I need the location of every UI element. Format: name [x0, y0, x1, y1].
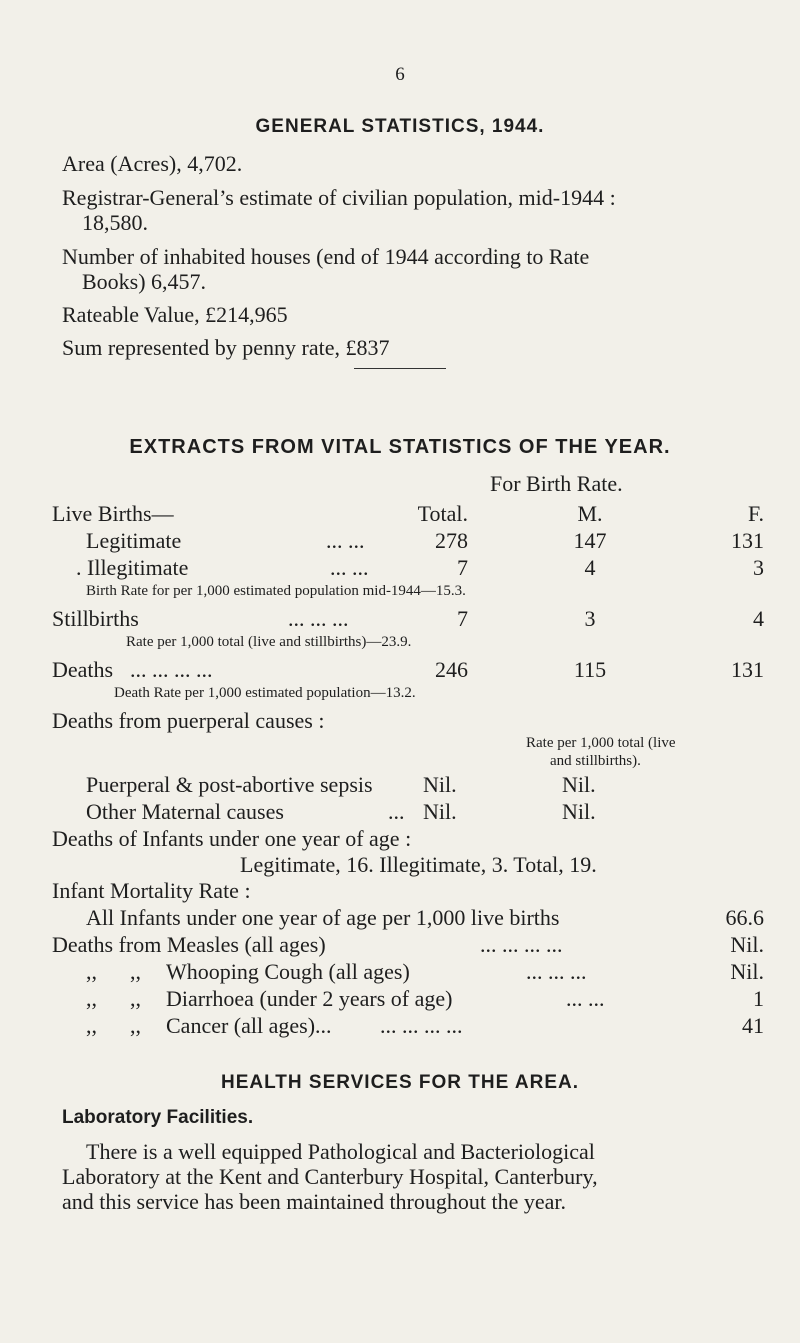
imr-label: All Infants under one year of age per 1,000 live births: [86, 905, 560, 930]
other-maternal-rate: Nil.: [562, 799, 596, 824]
birth-rate-note: Birth Rate for per 1,000 estimated population mid-1944—15.3.: [86, 583, 466, 599]
page-number: 6: [395, 64, 405, 85]
deaths-dots: ... ... ... ...: [130, 657, 213, 682]
whooping-dots: ... ... ...: [526, 959, 587, 984]
ditto-mark: ,,: [130, 1013, 141, 1038]
diarrhoea-label: Diarrhoea (under 2 years of age): [166, 986, 453, 1011]
infant-deaths-heading: Deaths of Infants under one year of age :: [52, 826, 412, 851]
sepsis-label: Puerperal & post-abortive sepsis: [86, 772, 373, 797]
stillbirths-label: Stillbirths: [52, 606, 139, 631]
for-birth-rate-heading: For Birth Rate.: [490, 471, 623, 496]
col-total-header: Total.: [417, 501, 468, 526]
deaths-m: 115: [573, 657, 607, 682]
cancer-label: Cancer (all ages)...: [166, 1013, 332, 1038]
deaths-total: 246: [435, 657, 468, 682]
ditto-mark: ,,: [86, 986, 97, 1011]
diarrhoea-value: 1: [753, 986, 764, 1011]
illegitimate-m: 4: [584, 555, 596, 580]
sepsis-rate: Nil.: [562, 772, 596, 797]
imr-heading: Infant Mortality Rate :: [52, 878, 251, 903]
other-maternal-dots: ...: [388, 799, 405, 824]
sepsis-value: Nil.: [423, 772, 457, 797]
illegitimate-total: 7: [457, 555, 468, 580]
houses-line-2: Books) 6,457.: [82, 269, 207, 294]
other-maternal-label: Other Maternal causes: [86, 799, 284, 824]
legitimate-label: Legitimate: [86, 528, 182, 553]
other-maternal-value: Nil.: [423, 799, 457, 824]
deaths-label: Deaths: [52, 657, 114, 682]
lab-facilities-heading: Laboratory Facilities.: [62, 1107, 254, 1128]
death-rate-note: Death Rate per 1,000 estimated population—13.2.: [114, 685, 416, 701]
stillbirths-total: 7: [457, 606, 468, 631]
stillbirths-dots: ... ... ...: [288, 606, 349, 631]
imr-value: 66.6: [725, 905, 764, 930]
stillbirths-f: 4: [753, 606, 764, 631]
illegitimate-dots: ... ...: [330, 555, 369, 580]
vital-statistics-title: EXTRACTS FROM VITAL STATISTICS OF THE YEAR.: [129, 436, 671, 458]
lab-paragraph-line-2: Laboratory at the Kent and Canterbury Hospital, Canterbury,: [62, 1164, 598, 1189]
ditto-mark: ,,: [130, 986, 141, 1011]
puerperal-heading: Deaths from puerperal causes :: [52, 708, 325, 733]
measles-value: Nil.: [730, 932, 764, 957]
population-line-2: 18,580.: [82, 210, 148, 235]
whooping-label: Whooping Cough (all ages): [166, 959, 410, 984]
houses-line-1: Number of inhabited houses (end of 1944 according to Rate: [62, 244, 590, 269]
rateable-value: Rateable Value, £214,965: [62, 302, 288, 327]
legitimate-total: 278: [435, 528, 468, 553]
illegitimate-f: 3: [753, 555, 764, 580]
cancer-dots: ... ... ... ...: [380, 1013, 463, 1038]
general-statistics-title: GENERAL STATISTICS, 1944.: [255, 116, 545, 137]
lab-paragraph-line-3: and this service has been maintained throughout the year.: [62, 1189, 567, 1214]
infant-deaths-breakdown: Legitimate, 16. Illegitimate, 3. Total, 19.: [240, 852, 597, 877]
cancer-value: 41: [742, 1013, 764, 1038]
legitimate-m: 147: [573, 528, 607, 553]
whooping-value: Nil.: [730, 959, 764, 984]
rate-note-line-1: Rate per 1,000 total (live: [526, 735, 676, 751]
live-births-label: Live Births—: [52, 501, 174, 526]
area-line: Area (Acres), 4,702.: [62, 151, 243, 176]
stillbirth-rate-note: Rate per 1,000 total (live and stillbirths)—23.9.: [126, 634, 412, 650]
diarrhoea-dots: ... ...: [566, 986, 605, 1011]
deaths-f: 131: [731, 657, 764, 682]
health-services-title: HEALTH SERVICES FOR THE AREA.: [220, 1072, 579, 1093]
col-f-header: F.: [748, 501, 764, 526]
measles-dots: ... ... ... ...: [480, 932, 563, 957]
penny-rate: Sum represented by penny rate, £837: [62, 335, 390, 360]
col-m-header: M.: [577, 501, 603, 526]
legitimate-f: 131: [731, 528, 764, 553]
legitimate-dots: ... ...: [326, 528, 365, 553]
population-line-1: Registrar-General’s estimate of civilian population, mid-1944 :: [62, 185, 616, 210]
measles-label: Deaths from Measles (all ages): [52, 932, 326, 957]
stillbirths-m: 3: [584, 606, 596, 631]
section-divider: [354, 368, 446, 369]
lab-paragraph-line-1: There is a well equipped Pathological and Bacteriological: [86, 1139, 595, 1164]
ditto-mark: ,,: [86, 1013, 97, 1038]
rate-note-line-2: and stillbirths).: [550, 753, 641, 769]
ditto-mark: ,,: [130, 959, 141, 984]
ditto-mark: ,,: [86, 959, 97, 984]
illegitimate-label: . Illegitimate: [76, 555, 189, 580]
